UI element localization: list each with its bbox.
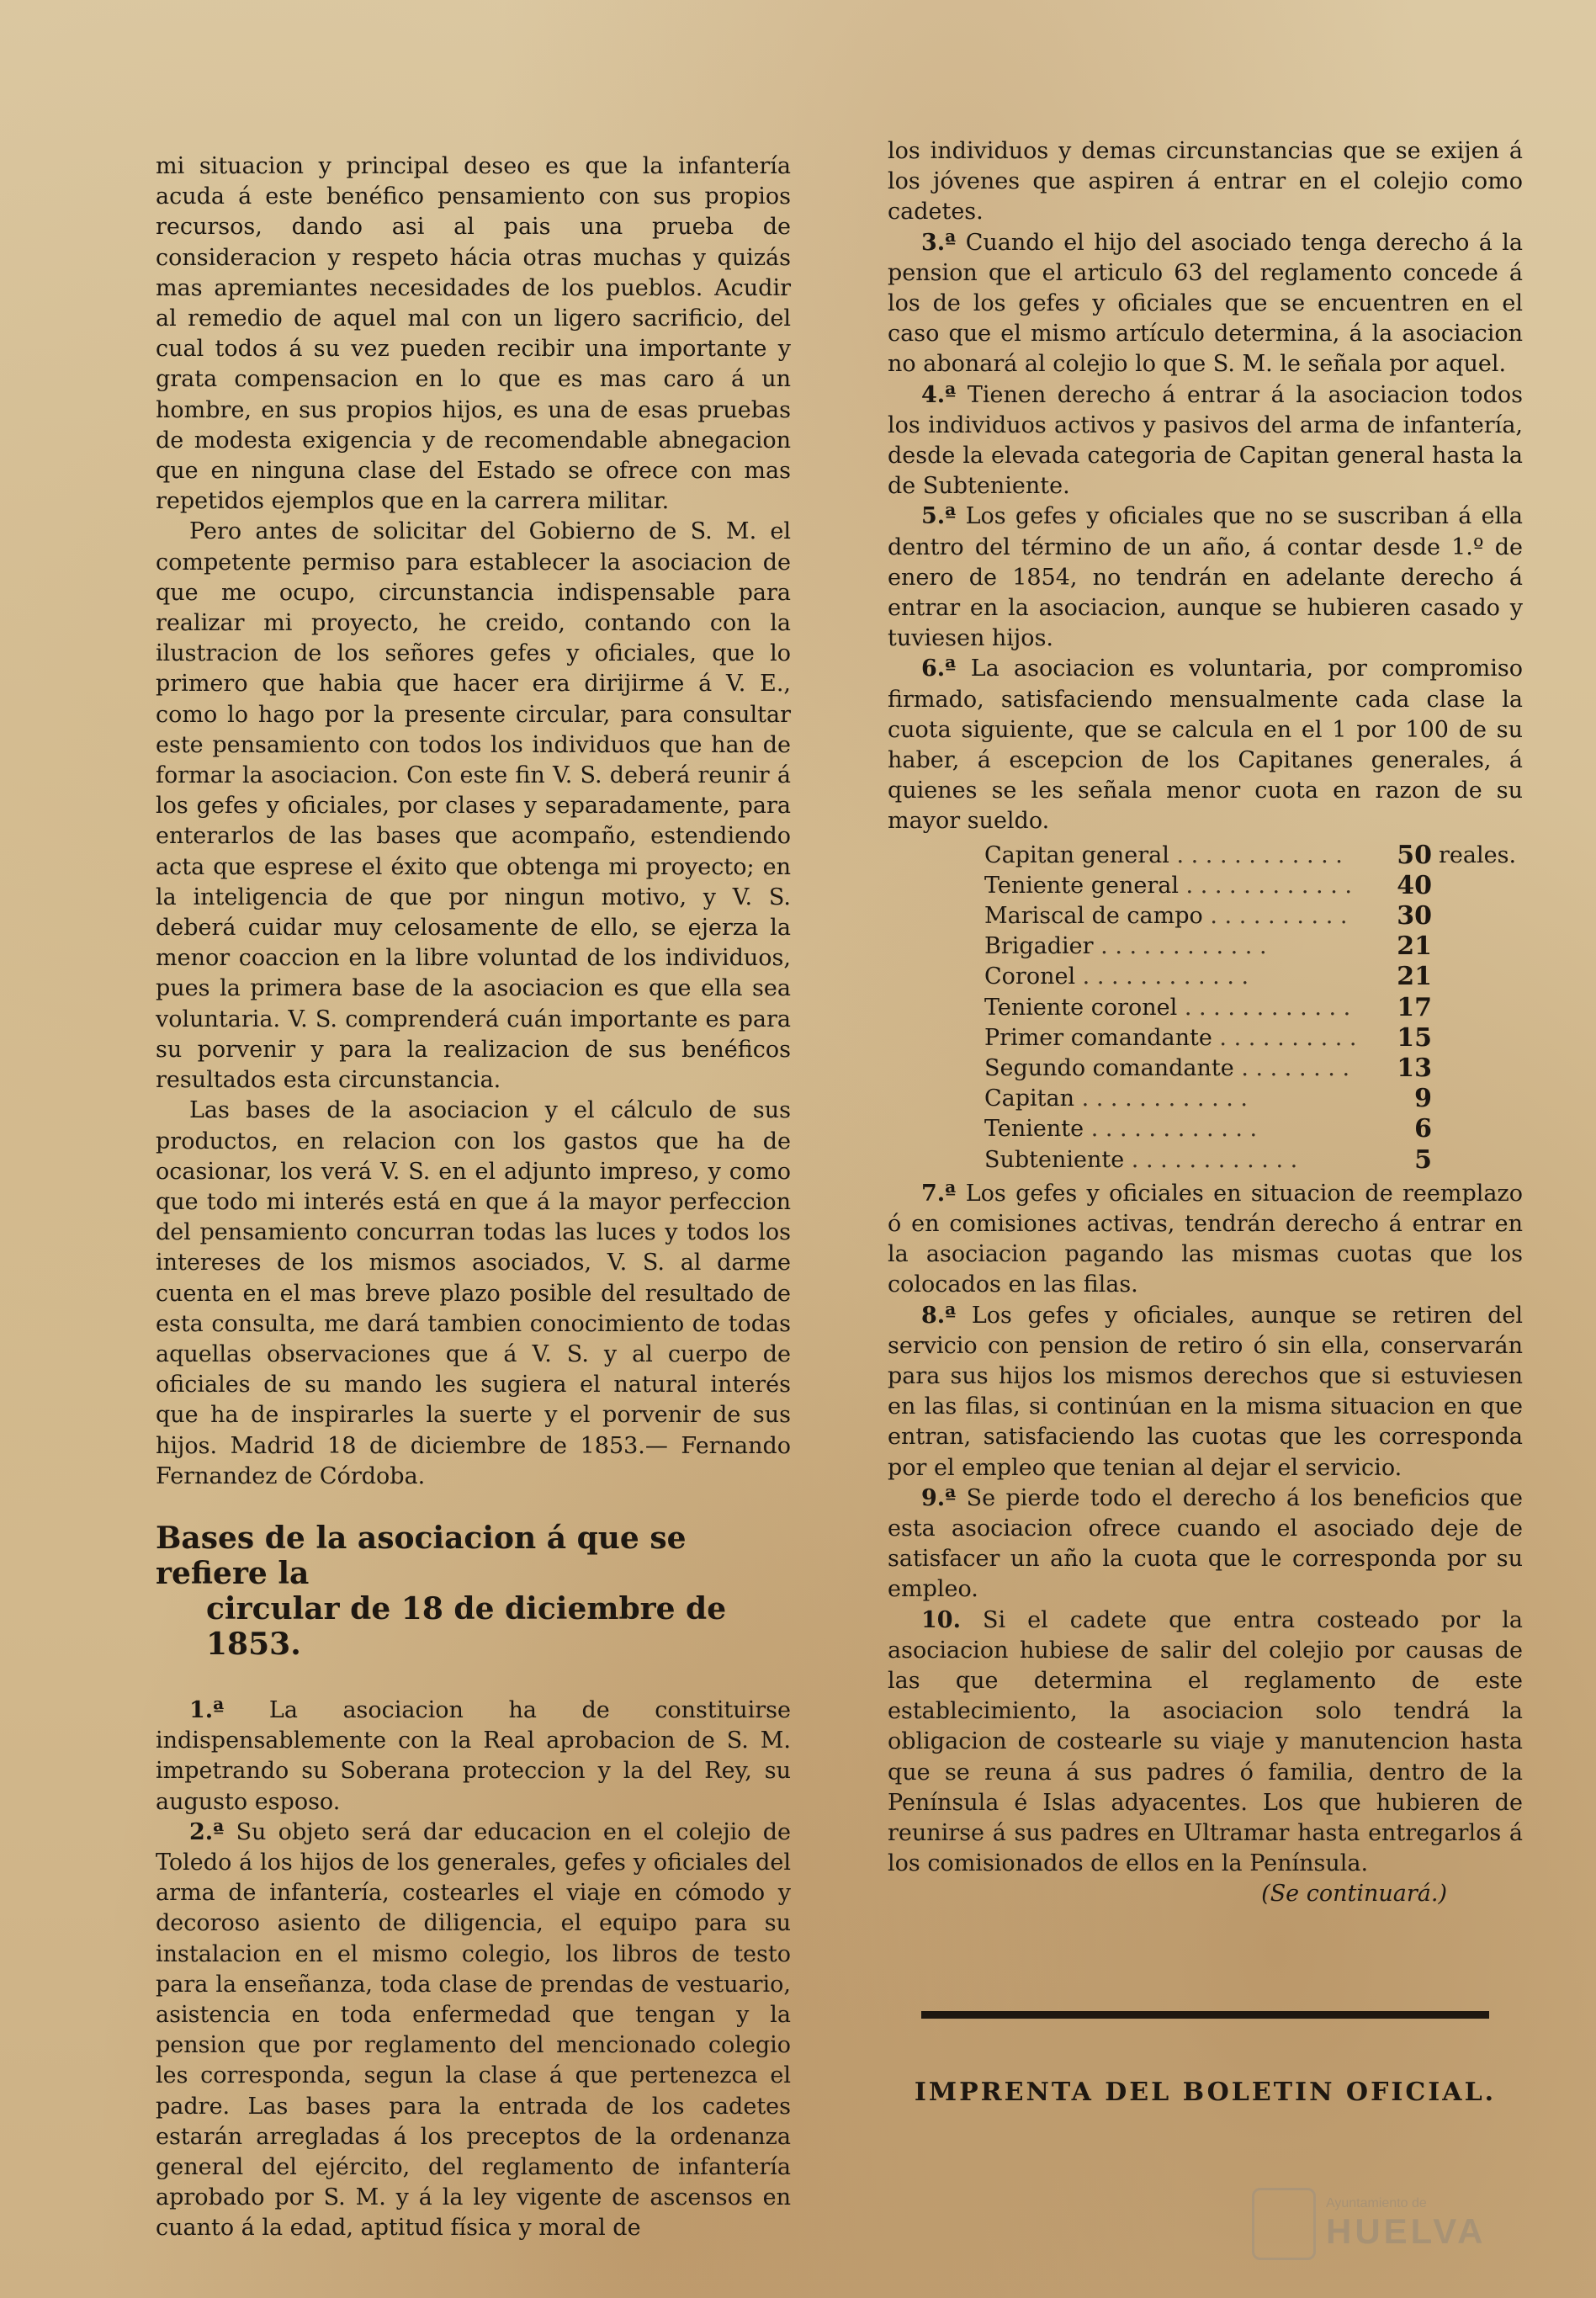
base-10 (888, 1605, 1523, 1880)
quota-rank: Primer comandante . . (984, 1023, 1356, 1053)
quota-unit (1432, 931, 1506, 962)
quota-row (984, 962, 1506, 992)
right-column (888, 136, 1523, 2108)
base-text: Los gefes y oficiales, aunque se retiren del servicio con pension de retiro ó sin ella, conservarán para sus hijos los mismos derechos que si estuviesen en las filas, si continúan en la misma situacion en que entran, satisfaciendo las cuotas que les corresponda por el empleo que tenian al dejar el servicio. (888, 1302, 1523, 1481)
base-7 (888, 1179, 1523, 1301)
base-number: 7.ª (921, 1180, 957, 1207)
quota-unit (1432, 1023, 1506, 1053)
quota-rank: Capitan . . (984, 1084, 1356, 1114)
quota-unit (1432, 1114, 1506, 1144)
base-2 (156, 1818, 791, 2244)
paragraph: Las bases de la asociacion y el cálculo de sus productos, en relacion con los gastos que ha de ocasionar, los verá V. S. en el adjunto impreso, y como que todo mi interés está en que á la mayor perfeccion del pensamiento concurran todas las luces y todos los intereses de los mismos asociados, V. S. al darme cuenta en el mas breve plazo posible del resultado de esta consulta, me dará tambien conocimiento de todas aquellas observaciones que á V. S. y al cuerpo de oficiales de su mando les sugiera el natural interés que ha de inspirarles la suerte y el porvenir de sus hijos. Madrid 18 de diciembre de 1853.— Fernando Fernandez de Córdoba. (156, 1097, 791, 1489)
paragraph: mi situacion y principal deseo es que la infantería acuda á este benéfico pensamiento con sus propios recursos, dando asi al pais una prueba de consideracion y respeto hácia otras muchas y quizás mas apremiantes necesidades de los pueblos. Acudir al remedio de aquel mal con un ligero sacrificio, del cual todos á su vez pueden recibir una importante y grata compensacion en lo que es mas caro á un hombre, en sus propios hijos, es una de esas pruebas de modesta exigencia y de recomendable abnegacion que en ninguna clase del Estado se ofrece con mas repetidos ejemplos que en la carrera militar. (156, 153, 791, 515)
quota-amount: 15 (1397, 1022, 1432, 1053)
base-6 (888, 654, 1523, 836)
base-3 (888, 228, 1523, 380)
base-text: La asociacion ha de constituirse indispensablemente con la Real aprobacion de S. M. impetrando su Soberana proteccion y la del Rey, su augusto esposo. (156, 1696, 791, 1815)
quota-rank: Subteniente . . (984, 1145, 1356, 1176)
quota-row (984, 1053, 1506, 1084)
quota-unit (1432, 1145, 1506, 1176)
heading-line: Bases de la asociacion á que se refiere la (156, 1520, 687, 1591)
watermark-line: Ayuntamiento de (1326, 2195, 1427, 2210)
quota-row (984, 1114, 1506, 1144)
quota-unit (1432, 993, 1506, 1023)
base-text: Tienen derecho á entrar á la asociacion todos los individuos activos y pasivos del arma de infantería, desde la elevada categoria de Capitan general hasta la de Subteniente. (888, 381, 1523, 500)
quota-unit (1432, 901, 1506, 931)
quota-amount: 17 (1397, 992, 1432, 1022)
left-column (156, 151, 791, 2244)
quota-amount: 50 (1397, 840, 1432, 870)
quota-rank: Brigadier . . (984, 931, 1356, 962)
base-number: 6.ª (921, 655, 957, 682)
base-number: 4.ª (921, 381, 957, 408)
base-8 (888, 1301, 1523, 1483)
section-heading (156, 1521, 791, 1662)
quota-rank: Mariscal de campo . . (984, 901, 1356, 931)
quota-rank: Teniente coronel . . (984, 993, 1356, 1023)
base-4 (888, 380, 1523, 502)
quota-rank: Coronel . . (984, 962, 1356, 992)
quota-unit (1432, 962, 1506, 992)
paragraph: los individuos y demas circunstancias que se exijen á los jóvenes que aspiren á entrar en el colejio como cadetes. (888, 138, 1523, 226)
base-number: 8.ª (921, 1302, 957, 1329)
quota-unit (1432, 1084, 1506, 1114)
quota-amount: 30 (1397, 901, 1432, 931)
quota-row (984, 1145, 1506, 1176)
quota-row (984, 931, 1506, 962)
quota-rank: Segundo comandante . . (984, 1053, 1356, 1084)
quota-row (984, 993, 1506, 1023)
quota-row (984, 871, 1506, 901)
divider-rule (921, 2011, 1489, 2019)
base-number: 10. (921, 1606, 961, 1633)
quota-unit (1432, 1053, 1506, 1084)
quota-row (984, 901, 1506, 931)
base-text: Se pierde todo el derecho á los beneficios que esta asociacion ofrece cuando el asociado deje de satisfacer un año la cuota que le corresponda por su empleo. (888, 1484, 1523, 1603)
continued-note: (Se continuará.) (1261, 1881, 1447, 1908)
base-text: Si el cadete que entra costeado por la asociacion hubiese de salir del colejio por causas de las que determina el reglamento de este establecimiento, la asociacion solo tendrá la obligacion de costearle su viaje y manutencion hasta que se reuna á sus padres ó familia, dentro de la Península é Islas adyacentes. Los que hubieren de reunirse á sus padres en Ultramar hasta entregarlos á los comisionados de ellos en la Península. (888, 1606, 1523, 1877)
quota-rank: Teniente general . . (984, 871, 1356, 901)
quota-amount: 13 (1397, 1053, 1432, 1083)
base-text: Los gefes y oficiales en situacion de reemplazo ó en comisiones activas, tendrán derecho á entrar en la asociacion pagando las mismas cuotas que los colocados en las filas. (888, 1180, 1523, 1298)
quota-amount: 40 (1397, 870, 1432, 900)
base-text: Los gefes y oficiales que no se suscriban á ella dentro del término de un año, á contar desde 1.º de enero de 1854, no tendrán en adelante derecho á entrar en la asociacion, aunque se hubieren casado y tuviesen hijos. (888, 503, 1523, 652)
base-5 (888, 502, 1523, 654)
quota-amount: 5 (1414, 1144, 1432, 1175)
quota-amount: 21 (1397, 962, 1432, 992)
watermark-city: HUELVA (1326, 2210, 1487, 2251)
paragraph: Pero antes de solicitar del Gobierno de S. M. el competente permiso para establecer la asociacion de que me ocupo, circunstancia indispensable para realizar mi proyecto, he creido, contando con la ilustracion de los señores gefes y oficiales, que lo primero que habia que hacer era dirijirme á V. E., como lo hago por la presente circular, para consultar este pensamiento con todos los individuos que han de formar la asociacion. Con este fin V. S. deberá reunir á los gefes y oficiales, por clases y separadamente, para enterarlos de las bases que acompaño, estendiendo acta que esprese el éxito que obtenga mi proyecto; en la inteligencia de que por ningun motivo, y V. S. deberá cuidar muy celosamente de ello, se ejerza la menor coaccion en la libre voluntad de los individuos, pues la primera base de la asociacion es que ella sea voluntaria. V. S. comprenderá cuán importante es para su porvenir y para la realizacion de sus benéficos resultados esta circunstancia. (156, 518, 791, 1094)
heading-line: circular de 18 de diciembre de 1853. (206, 1590, 727, 1662)
base-1 (156, 1696, 791, 1818)
base-number: 5.ª (921, 503, 957, 530)
quota-rank: Teniente . . (984, 1114, 1356, 1144)
imprint-line: IMPRENTA DEL BOLETIN OFICIAL. (914, 2077, 1497, 2107)
quota-unit (1432, 871, 1506, 901)
quota-amount: 9 (1414, 1084, 1432, 1114)
city-seal-icon (1252, 2188, 1316, 2260)
quota-unit: reales. (1439, 841, 1517, 868)
base-number: 3.ª (921, 229, 957, 256)
base-text: Cuando el hijo del asociado tenga derecho á la pension que el articulo 63 del reglamento concede á los de los gefes y oficiales que se encuentren en el caso que el mismo artículo determina, á la asociacion no abonará al colejio lo que S. M. le señala por aquel. (888, 229, 1523, 378)
quota-row (984, 1084, 1506, 1114)
base-number: 9.ª (921, 1484, 957, 1511)
base-text: La asociacion es voluntaria, por compromiso firmado, satisfaciendo mensualmente cada clase la cuota siguiente, que se calcula en el 1 por 100 de su haber, á escepcion de los Capitanes generales, á quienes se les señala menor cuota en razon de su mayor sueldo. (888, 655, 1523, 835)
quota-amount: 6 (1414, 1114, 1432, 1144)
quota-amount: 21 (1397, 931, 1432, 962)
archive-watermark (1252, 2188, 1538, 2259)
quota-row (984, 840, 1517, 871)
base-text: Su objeto será dar educacion en el colejio de Toledo á los hijos de los generales, gefes y oficiales del arma de infantería, costearles el viaje en cómodo y decoroso asiento de diligencia, el equipo para su instalacion en el mismo colegio, los libros de testo para la enseñanza, toda clase de prendas de vestuario, asistencia en toda enfermedad que tengan y la pension que por reglamento del mencionado colegio les corresponda, segun la clase á que pertenezca el padre. Las bases para la entrada de los cadetes estarán arregladas á los preceptos de la ordenanza general del ejército, del reglamento de infantería aprobado por S. M. y á la ley vigente de ascensos en cuanto á la edad, aptitud física y moral de (156, 1818, 791, 2242)
base-number: 1.ª (189, 1696, 225, 1723)
quota-row (984, 1023, 1506, 1053)
quota-table (984, 840, 1517, 1176)
base-number: 2.ª (189, 1818, 225, 1845)
base-9 (888, 1483, 1523, 1605)
quota-rank: Capitan general . . (984, 841, 1356, 871)
